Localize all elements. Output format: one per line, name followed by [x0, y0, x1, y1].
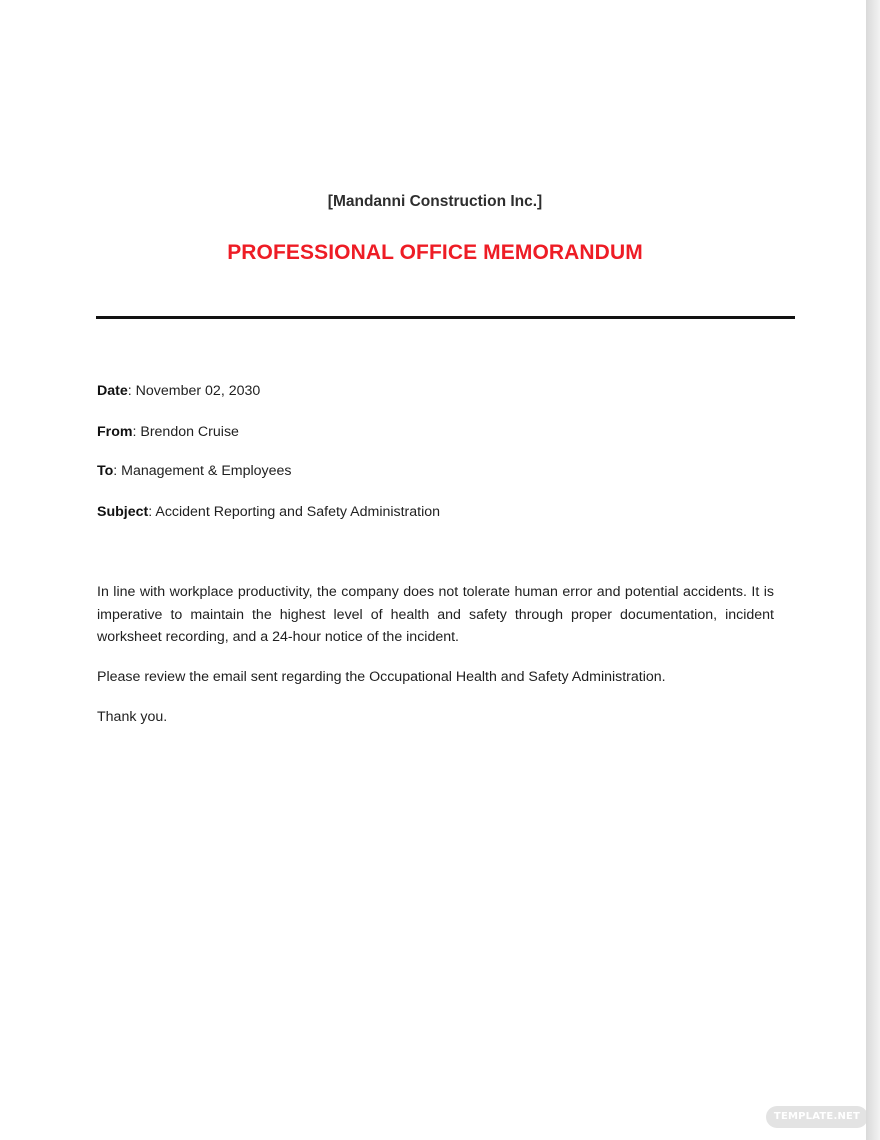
subject-value: : Accident Reporting and Safety Administration [148, 504, 441, 520]
to-field [97, 463, 292, 479]
date-label: Date [97, 383, 128, 399]
date-field [97, 383, 260, 399]
memo-title: PROFESSIONAL OFFICE MEMORANDUM [227, 241, 643, 264]
closing-line: Thank you. [97, 709, 168, 725]
header-divider [96, 316, 795, 319]
body-paragraph-2: Please review the email sent regarding the Occupational Health and Safety Administration. [97, 669, 666, 685]
date-value: : November 02, 2030 [127, 383, 261, 399]
page-edge-shadow [866, 0, 880, 1140]
template-watermark: TEMPLATE.NET [766, 1106, 868, 1128]
subject-label: Subject [97, 504, 149, 520]
from-value: : Brendon Cruise [132, 424, 239, 440]
to-value: : Management & Employees [113, 463, 292, 479]
company-name: [Mandanni Construction Inc.] [327, 193, 543, 210]
from-label: From [97, 424, 133, 440]
body-paragraph-1: In line with workplace productivity, the company does not tolerate human error and potential accidents. It is imperative to maintain the highest level of health and safety through proper documentation, incident worksheet recording, and a 24-hour notice of the incident. [97, 584, 774, 645]
to-label: To [97, 463, 114, 479]
subject-field [97, 504, 440, 520]
from-field [97, 424, 239, 440]
